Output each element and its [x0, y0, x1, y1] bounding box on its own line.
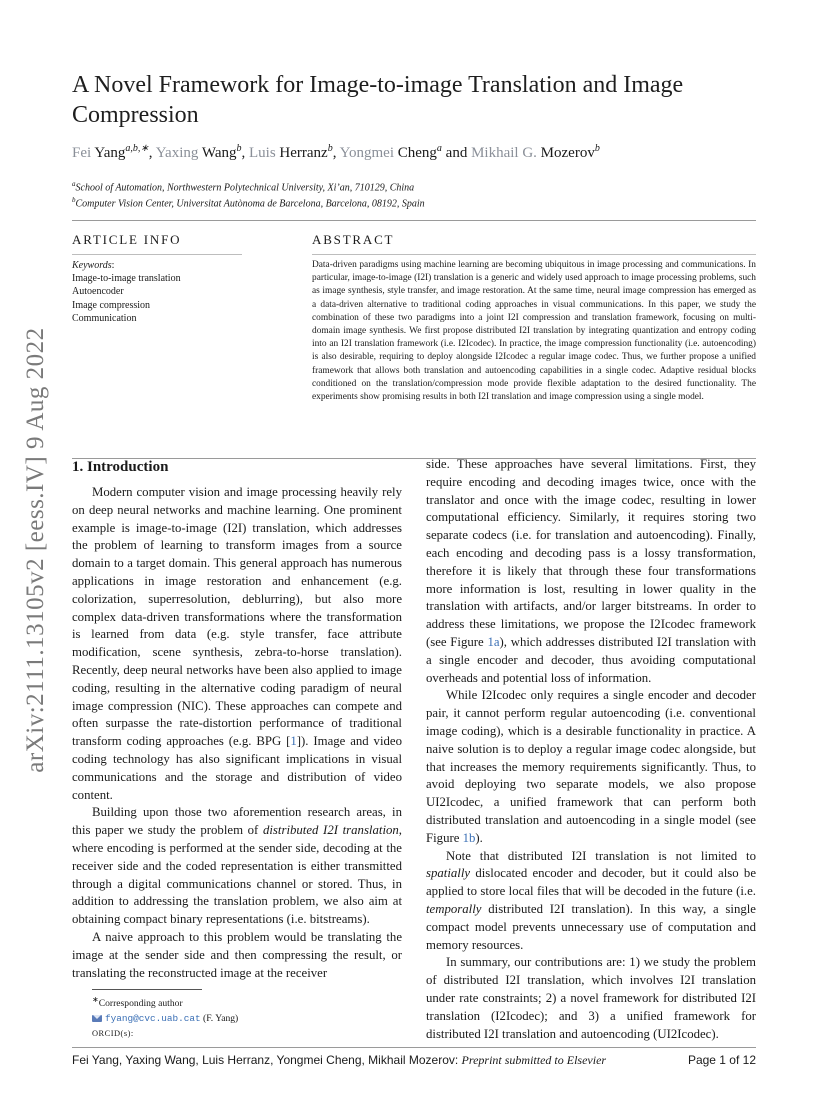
author[interactable]: Luis Herranz$^b$: [248, 143, 333, 161]
keywords-block: Keywords: Image-to-image translation Autoencoder Image compression Communication: [72, 259, 242, 325]
author-list: Fei Yang$^{a,b,∗}$, Yaxing Wang$^b$, Luis Herranz$^b$, Yongmei Cheng$^a$ and Mikhail G. Mozerov$^b$: [72, 143, 600, 161]
paragraph: In summary, our contributions are: 1) we study the problem of distributed I2I translation, which involves I2I translation under rate constraints; 2) a novel framework for distributed I2I translation (I2Icodec); and 3) a unified framework for distributed I2I translation and autoencoding (UI2Icodec).: [426, 955, 756, 1041]
page-number: Page 1 of 12: [687, 1053, 756, 1067]
divider: [72, 254, 242, 255]
paragraph: Note that distributed I2I translation is not limited to spatially dislocated encoder and decoder, but it could also be applied to store local files that will be decoded in the future (i.e. temporally distributed I2I translation). In this way, a single compact model prevents unnecessary use of computation and memory resources.: [426, 848, 756, 952]
paragraph: A naive approach to this problem would be translating the image at the sender side and then compressing the result, or translating the reconstructed image at the receiver: [72, 929, 402, 980]
keywords-label: Keywords: [72, 260, 112, 271]
paragraph: While I2Icodec only requires a single encoder and decoder pair, it cannot perform regular autoencoding (i.e. conventional image coding), which is a desirable functionality in practice. A naive solution is to deploy a regular image codec alongside, but that increases the memory requirements significantly. Thus, to avoid deploying two separate models, we also propose UI2Icodec, a unified framework that can perform both distributed translation and autoencoding in a single model (see Figure 1b).: [426, 688, 756, 845]
arxiv-stamp-text: arXiv:2111.13105v2 [eess.IV] 9 Aug 2022: [22, 327, 49, 773]
arxiv-stamp: [16, 300, 56, 800]
keyword: Image-to-image translation: [72, 273, 181, 285]
keyword: Image compression: [72, 299, 151, 311]
divider: [312, 254, 756, 255]
figure-link[interactable]: 1b: [462, 830, 476, 845]
author[interactable]: Yongmei Cheng$^a$: [339, 143, 442, 161]
orcid-label: ORCID(s):: [92, 1029, 134, 1039]
divider: [72, 220, 756, 221]
author[interactable]: Yaxing Wang$^b$: [155, 143, 242, 161]
citation-link[interactable]: 1: [290, 734, 297, 749]
mail-icon: [92, 1015, 102, 1022]
footer-venue: Preprint submitted to Elsevier: [461, 1053, 607, 1067]
section-heading: 1. Introduction: [72, 459, 169, 475]
figure-link[interactable]: 1a: [487, 634, 500, 649]
paragraph: Building upon those two aforemention research areas, in this paper we study the problem of distributed I2I translation, where encoding is performed at the sender side, decoding at the receiver side and the coded representation is either transmitted through a digital communications channel or stored. Thus, in addition to addressing the translation problem, we also aim at obtaining compact binary representations (i.e. bitstreams).: [72, 805, 402, 927]
affiliation-b: $^b$Computer Vision Center, Universitat Autònoma de Barcelona, Barcelona, 08192, Spain: [72, 196, 425, 210]
affiliation-a: $^a$School of Automation, Northwestern Polytechnical University, Xi’an, 710129, China: [72, 180, 415, 194]
footnote-rule: [92, 989, 202, 990]
keyword: Autoencoder: [72, 286, 124, 298]
body-column-left: [72, 456, 402, 982]
abstract-heading: ABSTRACT: [312, 232, 395, 247]
footer-authors: Fei Yang, Yaxing Wang, Luis Herranz, Yongmei Cheng, Mikhail Mozerov:: [72, 1053, 462, 1067]
footer-rule: [72, 1047, 756, 1048]
keyword: Communication: [72, 312, 137, 324]
paper-title: A Novel Framework for Image-to-image Translation and Image Compression: [72, 72, 684, 128]
author[interactable]: Mikhail G. Mozerov$^b$: [471, 143, 600, 161]
email-link[interactable]: fyang@cvc.uab.cat: [105, 1013, 201, 1025]
paragraph: side. These approaches have several limitations. First, they require encoding and decoding images twice, once with the translator and once with the image codec, resulting in lower computational efficiency. Similarly, it requires storing two separate codecs (i.e. for translation and autoencoding). Finally, each encoding and decoding pass is a lossy transformation, therefore it is likely that through these four transformations more information is lost, resulting in lower quality in the translation with artifacts, and/or larger bitstreams. In order to address these limitations, we propose the I2Icodec framework (see Figure 1a), which addresses distributed I2I translation with a single encoder and decoder, thus avoiding computational overheads and potential loss of information.: [426, 457, 756, 685]
author[interactable]: Fei Yang$^{a,b,∗}$: [72, 143, 149, 161]
body-column-right: [426, 456, 756, 1043]
paragraph: Modern computer vision and image processing heavily rely on deep neural networks and machine learning. One prominent example is image-to-image (I2I) translation, which addresses the problem of learning to transform images from a source domain to a target domain. This general approach has numerous applications in image restoration and enhancement (e.g. colorization, superresolution, deblurring), but also more complex data-driven transformations where the transformation is learned from data (e.g. style transfer, face attribute modification, scene synthesis, zebra-to-horse translation). Recently, deep neural networks have been also applied to image coding, resulting in the alternative coding paradigm of neural image compression (NIC). These approaches can compete and often surpasse the rate-distortion performance of traditional transform coding approaches (e.g. BPG [1]). Image and video coding technology has also significant implications in visual communications and the storage and distribution of video content.: [72, 485, 402, 802]
footnote: ∗Corresponding author fyang@cvc.uab.cat (F. Yang) ORCID(s):: [92, 992, 238, 1041]
article-info-heading: ARTICLE INFO: [72, 232, 182, 247]
abstract-text: Data-driven paradigms using machine learning are becoming ubiquitous in image processing and communications. In particular, image-to-image (I2I) translation is a generic and widely used approach to image processing problems, such as image synthesis, style transfer, and image restoration. At the same time, neural image compression has emerged as a data-driven alternative to traditional coding approaches in visual communications. In this paper, we study the combination of these two paradigms into a joint I2I compression and translation framework, focusing on multi-domain image synthesis. We first propose distributed I2I translation by integrating quantization and entropy coding into an I2I translation framework (i.e. I2Icodec). In practice, the image compression functionality (i.e. autoencoding) is also desirable, requiring to deploy alongside I2Icodec a regular image codec. Thus, we further propose a unified framework that allows both translation and autoencoding capabilities in a single codec. Adaptive residual blocks conditioned on the translation/compression mode provide flexible adaptation to the desired functionality. The experiments show promising results in both I2I translation and image compression using a single model.: [312, 260, 756, 403]
